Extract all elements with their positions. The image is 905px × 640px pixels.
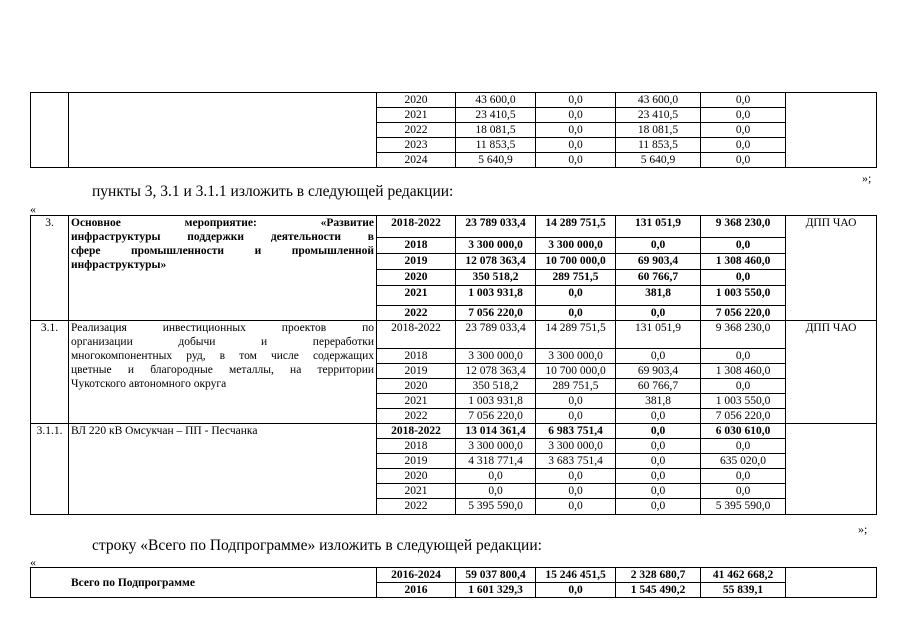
total-cell: 0,0	[456, 484, 536, 499]
total-cell: 5 395 590,0	[456, 499, 536, 515]
executor-cell	[786, 424, 877, 515]
item-name	[69, 321, 377, 424]
district-cell: 60 766,7	[616, 270, 701, 286]
district-cell: 1 545 490,2	[616, 583, 701, 598]
year-cell: 2024	[377, 153, 456, 168]
total-cell: 12 078 363,4	[456, 364, 536, 379]
year-cell: 2022	[377, 409, 456, 424]
year-cell: 2019	[377, 254, 456, 270]
year-cell: 2022	[377, 123, 456, 138]
table-row	[31, 424, 877, 439]
year-cell: 2021	[377, 286, 456, 306]
item-name-line: инфраструктуры поддержки деятельности в	[71, 231, 374, 243]
district-cell: 131 051,9	[616, 216, 701, 238]
item-name-line: Реализация инвестиционных проектов по	[71, 322, 374, 334]
total-cell: 5 640,9	[456, 153, 536, 168]
table-row	[31, 216, 877, 238]
district-cell: 0,0	[616, 238, 701, 254]
closing-quote: »;	[862, 171, 872, 185]
number-cell	[31, 93, 69, 168]
district-cell: 11 853,5	[616, 138, 701, 153]
district-cell: 18 081,5	[616, 123, 701, 138]
other-cell: 0,0	[701, 270, 786, 286]
table-row	[31, 93, 877, 108]
other-cell: 41 462 668,2	[701, 568, 786, 583]
total-cell: 3 300 000,0	[456, 439, 536, 454]
item-name-line: инфраструктуры»	[71, 259, 167, 271]
other-cell: 0,0	[701, 469, 786, 484]
total-cell: 350 518,2	[456, 270, 536, 286]
district-cell: 131 051,9	[616, 321, 701, 349]
year-cell: 2016	[377, 583, 456, 598]
total-cell: 350 518,2	[456, 379, 536, 394]
total-cell: 7 056 220,0	[456, 409, 536, 424]
year-cell: 2018	[377, 349, 456, 364]
other-cell: 0,0	[701, 379, 786, 394]
total-cell: 4 318 771,4	[456, 454, 536, 469]
budget-cell: 0,0	[536, 306, 616, 321]
year-cell: 2018-2022	[377, 216, 456, 238]
instruction-paragraph: строку «Всего по Подпрограмме» изложить в следующей редакции:	[92, 537, 542, 554]
other-cell: 0,0	[701, 439, 786, 454]
budget-cell: 15 246 451,5	[536, 568, 616, 583]
other-cell: 0,0	[701, 484, 786, 499]
other-cell: 6 030 610,0	[701, 424, 786, 439]
total-cell: 11 853,5	[456, 138, 536, 153]
budget-cell: 0,0	[536, 409, 616, 424]
other-cell: 7 056 220,0	[701, 306, 786, 321]
table-total	[30, 567, 877, 598]
total-cell: 23 410,5	[456, 108, 536, 123]
item-name-line: цветные и благородные металлы, на территории	[71, 364, 374, 376]
district-cell: 5 640,9	[616, 153, 701, 168]
budget-cell: 0,0	[536, 499, 616, 515]
budget-cell: 3 683 751,4	[536, 454, 616, 469]
year-cell: 2022	[377, 306, 456, 321]
total-cell: 1 003 931,8	[456, 394, 536, 409]
other-cell: 0,0	[701, 108, 786, 123]
table-top	[30, 92, 877, 168]
district-cell: 43 600,0	[616, 93, 701, 108]
executor-cell	[786, 568, 877, 598]
district-cell: 0,0	[616, 349, 701, 364]
item-number: 3.1.	[31, 321, 69, 424]
district-cell: 0,0	[616, 484, 701, 499]
year-cell: 2020	[377, 93, 456, 108]
other-cell: 55 839,1	[701, 583, 786, 598]
item-name-line: сфере промышленности и промышленной	[71, 245, 374, 257]
budget-cell: 0,0	[536, 123, 616, 138]
executor-cell: ДПП ЧАО	[786, 321, 877, 424]
year-cell: 2020	[377, 270, 456, 286]
budget-cell: 10 700 000,0	[536, 254, 616, 270]
district-cell: 23 410,5	[616, 108, 701, 123]
year-cell: 2018	[377, 439, 456, 454]
total-cell: 1 601 329,3	[456, 583, 536, 598]
district-cell: 0,0	[616, 439, 701, 454]
year-cell: 2018	[377, 238, 456, 254]
item-name: ВЛ 220 кВ Омсукчан – ПП - Песчанка	[69, 424, 377, 515]
district-cell: 0,0	[616, 409, 701, 424]
year-cell: 2023	[377, 138, 456, 153]
other-cell: 9 368 230,0	[701, 321, 786, 349]
item-number: 3.1.1.	[31, 424, 69, 515]
item-name-line: Чукотского автономного округа	[71, 378, 227, 390]
table-row	[31, 568, 877, 583]
other-cell: 0,0	[701, 93, 786, 108]
budget-cell: 289 751,5	[536, 379, 616, 394]
total-cell: 3 300 000,0	[456, 238, 536, 254]
other-cell: 0,0	[701, 153, 786, 168]
year-cell: 2019	[377, 454, 456, 469]
year-cell: 2021	[377, 108, 456, 123]
item-name-line: организации добычи и переработки	[71, 336, 374, 348]
item-name-line: многокомпонентных руд, в том числе содержащих	[71, 350, 374, 362]
district-cell: 60 766,7	[616, 379, 701, 394]
opening-quote: «	[30, 202, 36, 216]
budget-cell: 6 983 751,4	[536, 424, 616, 439]
other-cell: 9 368 230,0	[701, 216, 786, 238]
total-cell: 18 081,5	[456, 123, 536, 138]
other-cell: 0,0	[701, 138, 786, 153]
year-cell: 2018-2022	[377, 321, 456, 349]
district-cell: 2 328 680,7	[616, 568, 701, 583]
budget-cell: 10 700 000,0	[536, 364, 616, 379]
total-cell: 13 014 361,4	[456, 424, 536, 439]
budget-cell: 3 300 000,0	[536, 439, 616, 454]
other-cell: 1 003 550,0	[701, 394, 786, 409]
district-cell: 0,0	[616, 469, 701, 484]
district-cell: 0,0	[616, 499, 701, 515]
name-cell	[69, 93, 377, 168]
table-items	[30, 215, 877, 515]
other-cell: 1 003 550,0	[701, 286, 786, 306]
other-cell: 0,0	[701, 238, 786, 254]
year-cell: 2020	[377, 379, 456, 394]
budget-cell: 14 289 751,5	[536, 216, 616, 238]
total-cell: 23 789 033,4	[456, 216, 536, 238]
total-cell: 0,0	[456, 469, 536, 484]
year-cell: 2021	[377, 394, 456, 409]
district-cell: 0,0	[616, 306, 701, 321]
other-cell: 0,0	[701, 349, 786, 364]
table-row	[31, 321, 877, 349]
district-cell: 69 903,4	[616, 364, 701, 379]
opening-quote: «	[30, 555, 36, 569]
year-cell: 2020	[377, 469, 456, 484]
total-cell: 43 600,0	[456, 93, 536, 108]
budget-cell: 14 289 751,5	[536, 321, 616, 349]
year-cell: 2016-2024	[377, 568, 456, 583]
district-cell: 0,0	[616, 454, 701, 469]
total-cell: 59 037 800,4	[456, 568, 536, 583]
budget-cell: 0,0	[536, 583, 616, 598]
district-cell: 0,0	[616, 424, 701, 439]
instruction-paragraph: пункты 3, 3.1 и 3.1.1 изложить в следующей редакции:	[92, 183, 454, 200]
other-cell: 1 308 460,0	[701, 254, 786, 270]
budget-cell: 3 300 000,0	[536, 349, 616, 364]
total-cell: 1 003 931,8	[456, 286, 536, 306]
budget-cell: 0,0	[536, 469, 616, 484]
other-cell: 0,0	[701, 123, 786, 138]
year-cell: 2019	[377, 364, 456, 379]
budget-cell: 0,0	[536, 484, 616, 499]
total-cell: 23 789 033,4	[456, 321, 536, 349]
executor-cell	[786, 93, 877, 168]
other-cell: 635 020,0	[701, 454, 786, 469]
budget-cell: 0,0	[536, 138, 616, 153]
budget-cell: 0,0	[536, 108, 616, 123]
total-cell: 3 300 000,0	[456, 349, 536, 364]
budget-cell: 3 300 000,0	[536, 238, 616, 254]
district-cell: 381,8	[616, 394, 701, 409]
year-cell: 2021	[377, 484, 456, 499]
item-number: 3.	[31, 216, 69, 321]
other-cell: 7 056 220,0	[701, 409, 786, 424]
other-cell: 1 308 460,0	[701, 364, 786, 379]
executor-cell: ДПП ЧАО	[786, 216, 877, 321]
other-cell: 5 395 590,0	[701, 499, 786, 515]
budget-cell: 0,0	[536, 93, 616, 108]
year-cell: 2022	[377, 499, 456, 515]
total-cell: 12 078 363,4	[456, 254, 536, 270]
closing-quote: »;	[858, 522, 868, 536]
year-cell: 2018-2022	[377, 424, 456, 439]
budget-cell: 0,0	[536, 286, 616, 306]
district-cell: 381,8	[616, 286, 701, 306]
total-cell: 7 056 220,0	[456, 306, 536, 321]
item-name	[69, 216, 377, 321]
budget-cell: 0,0	[536, 394, 616, 409]
item-name-line: Основное мероприятие: «Развитие	[71, 217, 374, 229]
budget-cell: 289 751,5	[536, 270, 616, 286]
budget-cell: 0,0	[536, 153, 616, 168]
total-name: Всего по Подпрограмме	[31, 568, 377, 598]
district-cell: 69 903,4	[616, 254, 701, 270]
